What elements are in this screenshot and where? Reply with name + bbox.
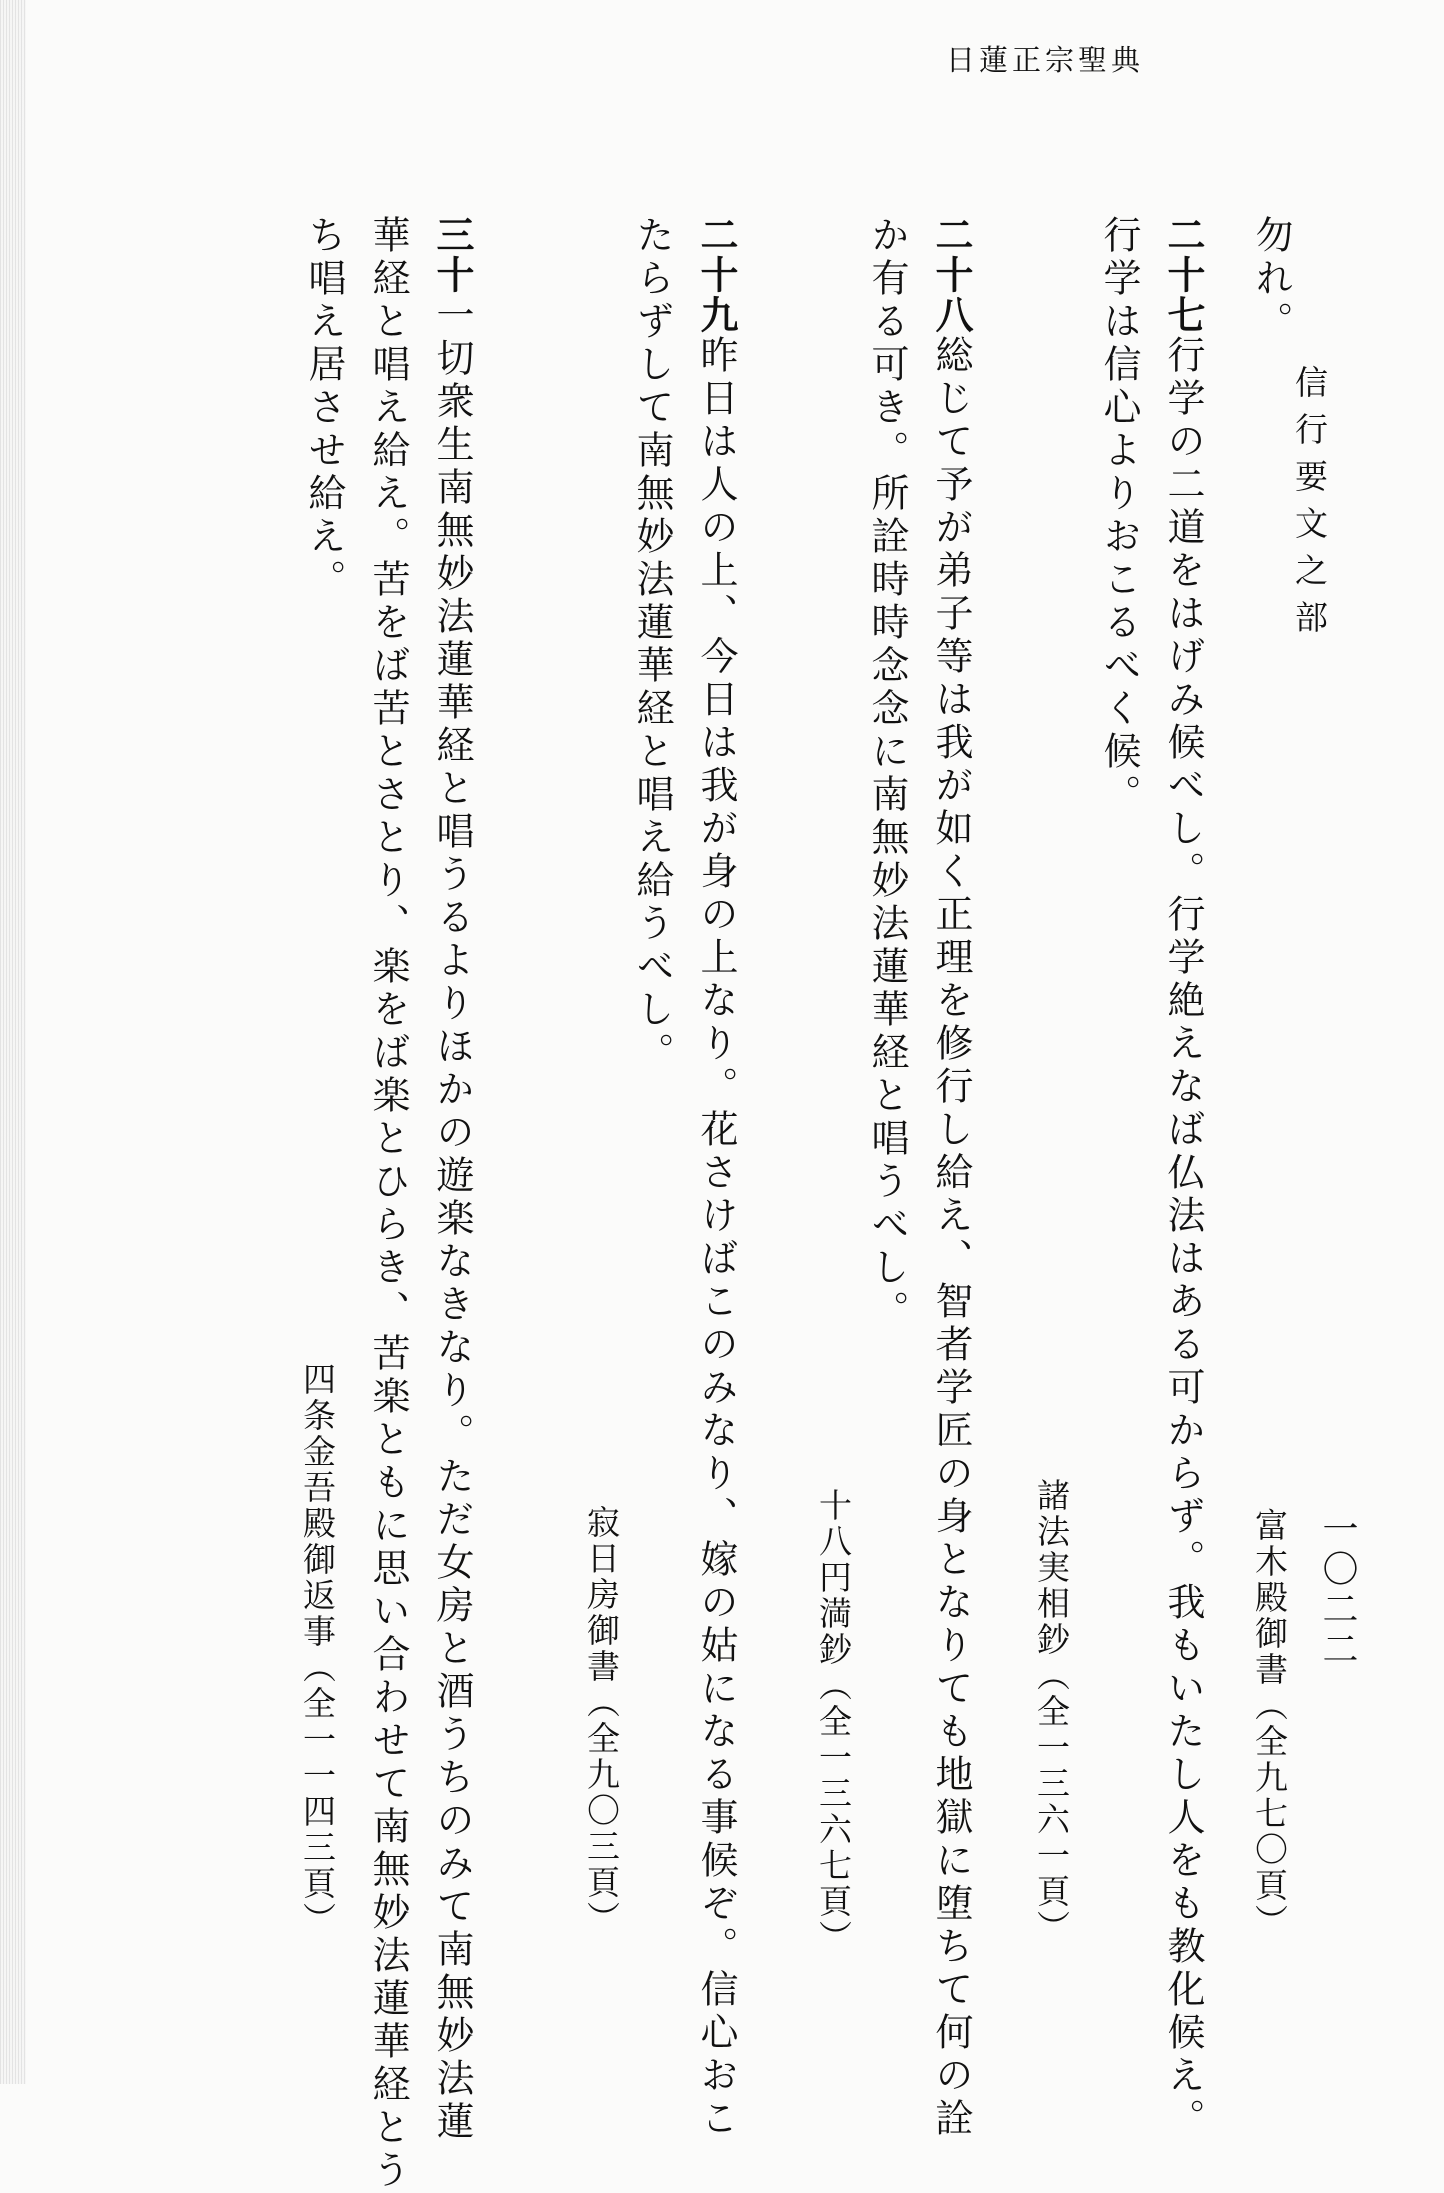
entry-number: 二十九 (694, 215, 738, 335)
entry-line: 総じて予が弟子等は我が如く正理を修行し給え、智者学匠の身となりても地獄に堕ちて何の詮 (929, 335, 973, 2141)
entry-line: たらずして南無妙法蓮華経と唱え給うべし。 (630, 215, 674, 1075)
entry-line: 行学は信心よりおこるべく候。 (1097, 215, 1141, 817)
entry-source: 寂日房御書（全九〇三頁） (582, 1505, 621, 1937)
entry-source-leading: 富木殿御書（全九七〇頁） (1250, 1508, 1289, 1940)
page-number: 一〇二二 (1317, 1510, 1358, 1670)
entry-number: 二十八 (929, 215, 973, 335)
entry-line: 昨日は人の上、今日は我が身の上なり。花さけばこのみなり、嫁の姑になる事候ぞ。信心おこ (694, 335, 738, 2141)
continued-line: 勿れ。 (1249, 215, 1293, 344)
entry-number: 二十七 (1161, 215, 1205, 335)
entry-line: か有る可き。所詮時時念念に南無妙法蓮華経と唱うべし。 (865, 215, 909, 1333)
entry-line: ち唱え居させ給え。 (302, 215, 346, 602)
entry-source: 四条金吾殿御返事（全一一四三頁） (298, 1362, 337, 1938)
entry-27 (1087, 215, 1215, 2141)
section-title: 信行要文之部 (1290, 365, 1329, 647)
entry-line: 一切衆生南無妙法蓮華経と唱うるよりほかの遊楽なきなり。ただ女房と酒うちのみて南無妙法蓮 (430, 295, 474, 2144)
entry-source: 十八円満鈔（全一三六七頁） (814, 1488, 853, 1956)
entry-line: 華経と唱え給え。苦をば苦とさとり、楽をば楽とひらき、苦楽ともに思い合わせて南無妙法蓮華経とう (366, 215, 410, 2193)
page-binding-edge (0, 0, 26, 2084)
entry-28 (855, 215, 983, 2141)
entry-number: 三十 (430, 215, 474, 295)
entry-line: 行学の二道をはげみ候べし。行学絶えなば仏法はある可からず。我もいたし人をも教化候え。 (1161, 335, 1205, 2141)
entry-source: 諸法実相鈔（全一三六一頁） (1032, 1478, 1071, 1946)
book-title: 日蓮正宗聖典 (945, 43, 1144, 77)
entry-29 (620, 215, 748, 2141)
